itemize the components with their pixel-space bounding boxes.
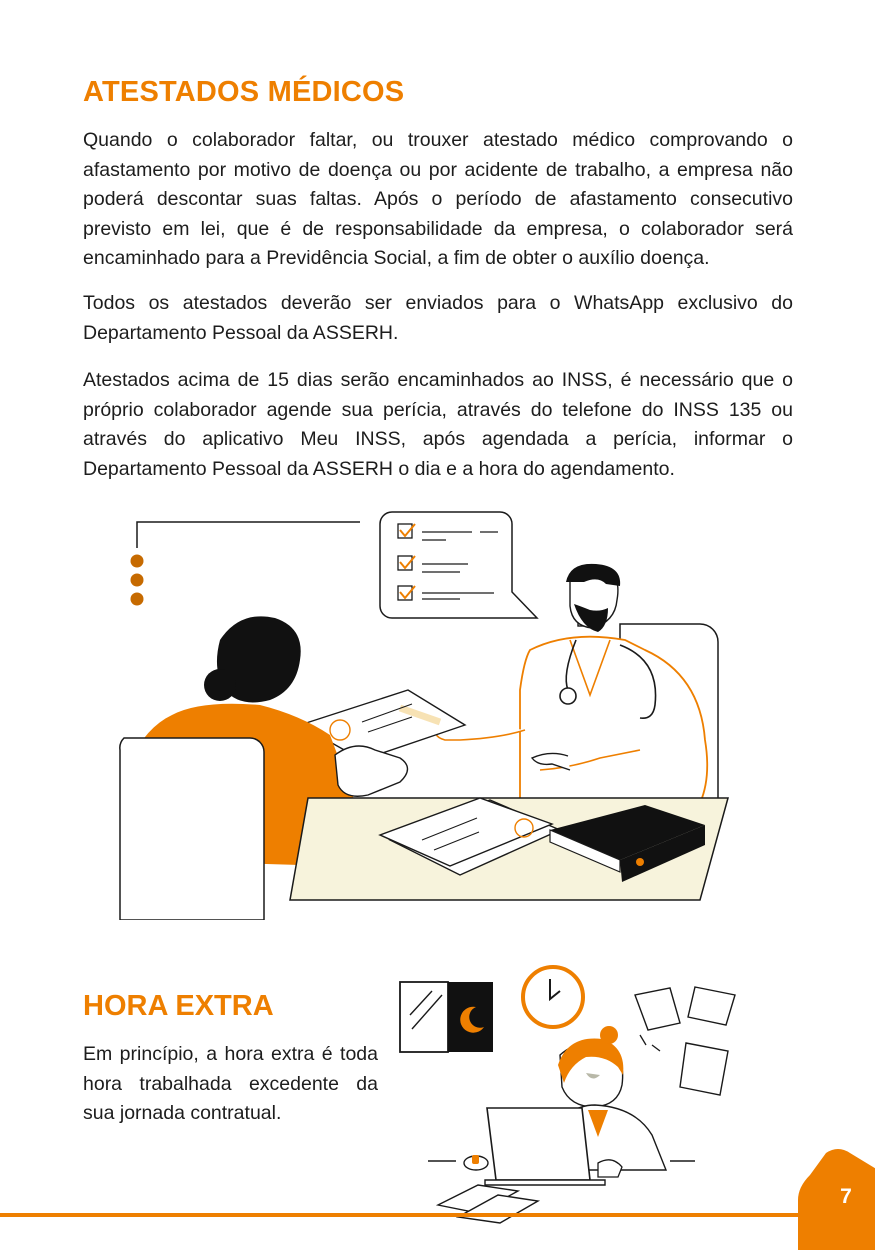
paragraph-atestados-2: Todos os atestados deverão ser enviados para o WhatsApp exclusivo do Departamento Pessoal da ASSERH. [83,292,793,344]
flying-papers-icon [635,987,735,1095]
footer-divider [0,1213,830,1217]
page-number: 7 [840,1185,852,1208]
paragraph-hora-extra: Em princípio, a hora extra é toda hora trabalhada excedente da sua jornada contratual. [83,1043,378,1124]
checklist-bubble-icon [380,512,537,618]
mouse-icon [464,1155,488,1170]
section-title-atestados: ATESTADOS MÉDICOS [83,76,405,108]
paragraph-atestados-1: Quando o colaborador faltar, ou trouxer atestado médico comprovando o afastamento por motivo de doença ou por acidente de trabalho, a empresa não poderá descontar suas faltas. Após o período de afastamento consecutivo previsto em lei, que é de responsabilidade da empresa, o colaborador será encaminhado para a Previdência Social, a fim de obter o auxílio doença. [83,129,793,269]
desk-papers-icon [438,1185,538,1223]
night-window-icon [400,982,493,1052]
section-title-hora-extra: HORA EXTRA [83,990,274,1022]
overtime-illustration [390,955,750,1230]
paragraph-atestados-3: Atestados acima de 15 dias serão encaminhados ao INSS, é necessário que o próprio colaborador agende sua perícia, através do telefone do INSS 135 ou através do aplicativo Meu INSS, após agendada a perícia, informar o Departamento Pessoal da ASSERH o dia e a hora do agendamento. [83,369,793,480]
decorative-dots [131,522,361,606]
doctor-consultation-illustration [100,500,740,920]
clock-icon [523,967,583,1027]
